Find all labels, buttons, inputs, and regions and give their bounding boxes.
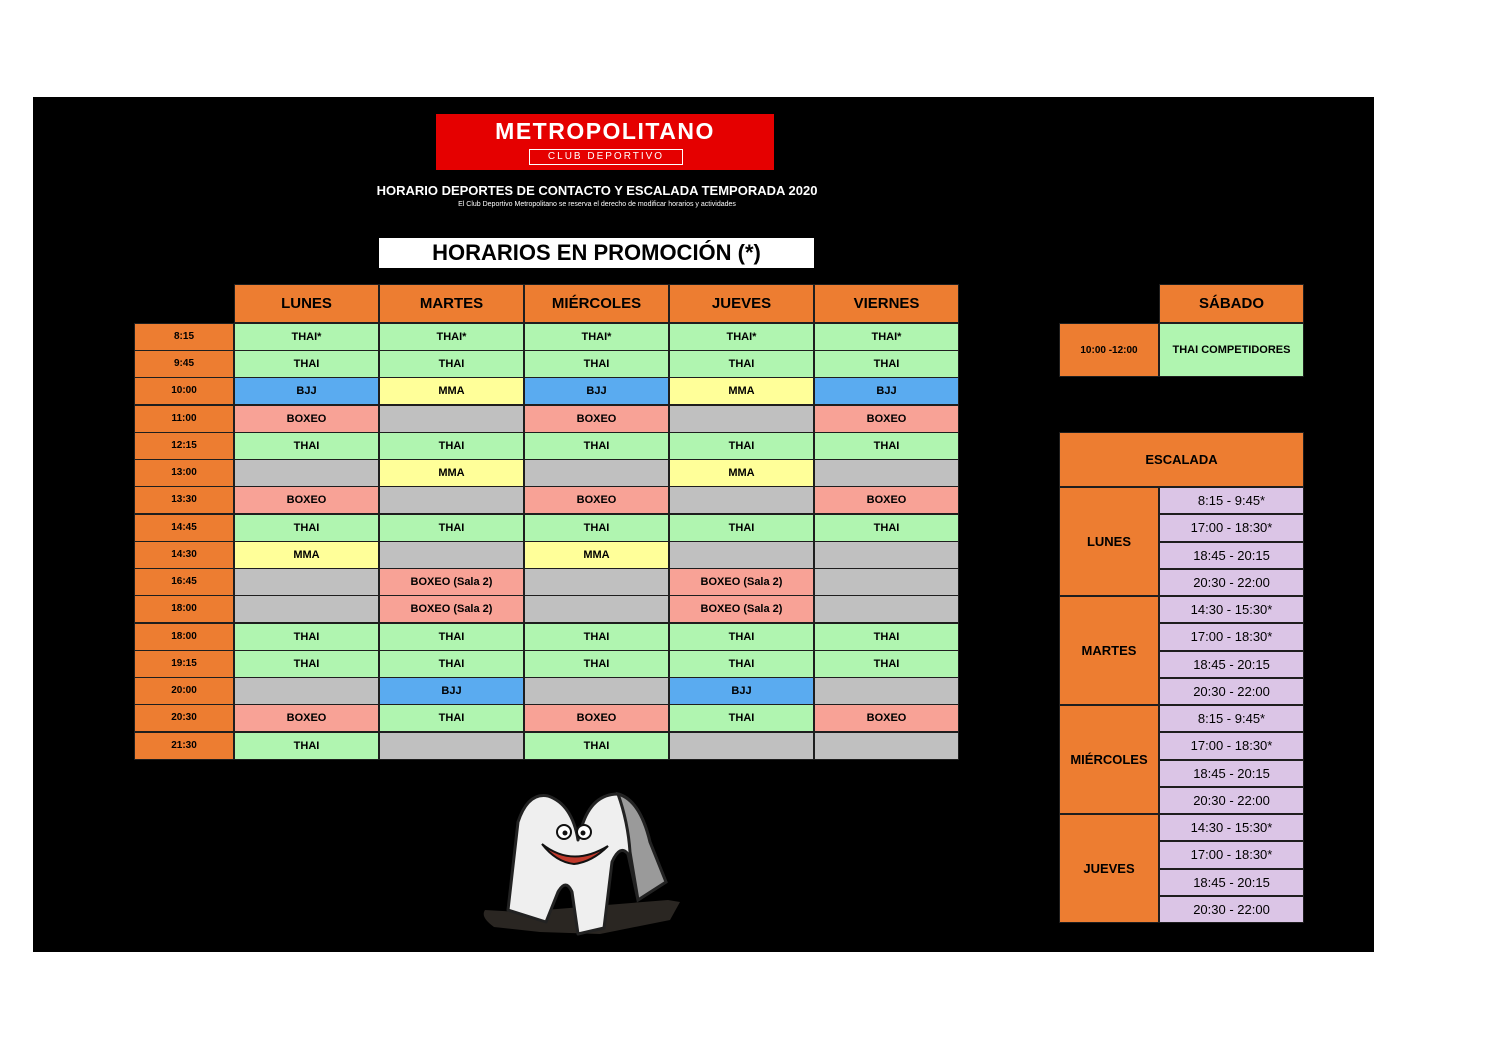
escalada-slot: 20:30 - 22:00 [1159, 787, 1304, 814]
class-cell [234, 677, 379, 705]
class-cell: BOXEO (Sala 2) [669, 595, 814, 623]
time-cell: 21:30 [134, 732, 234, 760]
class-cell: THAI [379, 704, 524, 732]
class-cell: THAI* [234, 323, 379, 351]
class-cell [524, 459, 669, 487]
escalada-day: LUNES [1059, 487, 1159, 596]
club-logo [436, 114, 774, 170]
time-cell: 9:45 [134, 350, 234, 378]
class-cell: THAI* [379, 323, 524, 351]
class-cell: THAI [669, 514, 814, 542]
time-cell: 13:00 [134, 459, 234, 487]
class-cell: MMA [379, 459, 524, 487]
class-cell: THAI [524, 432, 669, 460]
escalada-slot: 18:45 - 20:15 [1159, 651, 1304, 678]
escalada-slot: 20:30 - 22:00 [1159, 678, 1304, 705]
day-header: MIÉRCOLES [524, 284, 669, 323]
class-cell: THAI [234, 650, 379, 678]
class-cell: BOXEO [234, 486, 379, 514]
class-cell [669, 405, 814, 433]
class-cell: THAI* [669, 323, 814, 351]
class-cell: THAI [524, 650, 669, 678]
class-cell: THAI [814, 623, 959, 651]
mascot-image [480, 782, 690, 937]
class-cell: THAI [669, 650, 814, 678]
escalada-slot: 20:30 - 22:00 [1159, 896, 1304, 923]
class-cell: THAI [524, 732, 669, 760]
class-cell: THAI [234, 623, 379, 651]
class-cell: THAI [669, 350, 814, 378]
class-cell: THAI [379, 650, 524, 678]
day-header: LUNES [234, 284, 379, 323]
class-cell: BOXEO (Sala 2) [379, 595, 524, 623]
class-cell [379, 732, 524, 760]
class-cell: THAI [669, 704, 814, 732]
class-cell [524, 677, 669, 705]
class-cell: MMA [379, 377, 524, 405]
time-cell: 16:45 [134, 568, 234, 596]
escalada-slot: 17:00 - 18:30* [1159, 514, 1304, 541]
class-cell [814, 732, 959, 760]
class-cell [234, 459, 379, 487]
time-cell: 18:00 [134, 623, 234, 651]
escalada-slot: 17:00 - 18:30* [1159, 623, 1304, 650]
time-cell: 10:00 [134, 377, 234, 405]
time-cell: 14:30 [134, 541, 234, 569]
class-cell: THAI [524, 350, 669, 378]
escalada-slot: 20:30 - 22:00 [1159, 569, 1304, 596]
day-header: MARTES [379, 284, 524, 323]
time-cell: 20:30 [134, 704, 234, 732]
class-cell: BOXEO [814, 405, 959, 433]
class-cell: BJJ [814, 377, 959, 405]
saturday-header: SÁBADO [1159, 284, 1304, 323]
class-cell: BJJ [524, 377, 669, 405]
time-cell: 13:30 [134, 486, 234, 514]
class-cell [814, 541, 959, 569]
class-cell: THAI [379, 350, 524, 378]
class-cell: THAI [814, 650, 959, 678]
class-cell: THAI [234, 432, 379, 460]
promo-banner: HORARIOS EN PROMOCIÓN (*) [379, 238, 814, 268]
escalada-slot: 17:00 - 18:30* [1159, 732, 1304, 759]
logo-subtitle: CLUB DEPORTIVO [529, 149, 683, 165]
class-cell: BOXEO [524, 405, 669, 433]
class-cell: THAI* [814, 323, 959, 351]
time-cell: 11:00 [134, 405, 234, 433]
logo-brand: METROPOLITANO [495, 118, 715, 144]
escalada-slot: 14:30 - 15:30* [1159, 814, 1304, 841]
class-cell [379, 541, 524, 569]
class-cell: MMA [524, 541, 669, 569]
class-cell [814, 595, 959, 623]
class-cell [669, 732, 814, 760]
smiling-m-mascot-icon [480, 782, 690, 937]
saturday-activity: THAI COMPETIDORES [1159, 323, 1304, 377]
class-cell: THAI [234, 350, 379, 378]
time-cell: 18:00 [134, 595, 234, 623]
class-cell: BJJ [379, 677, 524, 705]
escalada-slot: 17:00 - 18:30* [1159, 841, 1304, 868]
class-cell: MMA [669, 377, 814, 405]
escalada-slot: 18:45 - 20:15 [1159, 760, 1304, 787]
class-cell: THAI* [524, 323, 669, 351]
class-cell: THAI [379, 623, 524, 651]
class-cell [814, 568, 959, 596]
class-cell [379, 405, 524, 433]
time-cell: 14:45 [134, 514, 234, 542]
class-cell [814, 459, 959, 487]
class-cell: MMA [234, 541, 379, 569]
class-cell: BOXEO (Sala 2) [669, 568, 814, 596]
class-cell: BOXEO (Sala 2) [379, 568, 524, 596]
class-cell [669, 486, 814, 514]
class-cell: THAI [379, 432, 524, 460]
saturday-time: 10:00 -12:00 [1059, 323, 1159, 377]
escalada-slot: 8:15 - 9:45* [1159, 487, 1304, 514]
class-cell: THAI [234, 732, 379, 760]
class-cell: BOXEO [814, 486, 959, 514]
day-header: VIERNES [814, 284, 959, 323]
class-cell: BOXEO [234, 704, 379, 732]
class-cell [379, 486, 524, 514]
class-cell: THAI [669, 432, 814, 460]
class-cell [524, 568, 669, 596]
class-cell: MMA [669, 459, 814, 487]
time-cell: 12:15 [134, 432, 234, 460]
disclaimer-text: El Club Deportivo Metropolitano se reserva el derecho de modificar horarios y actividades [458, 201, 736, 208]
escalada-day: MARTES [1059, 596, 1159, 705]
class-cell [669, 541, 814, 569]
escalada-day: MIÉRCOLES [1059, 705, 1159, 814]
escalada-slot: 14:30 - 15:30* [1159, 596, 1304, 623]
time-cell: 8:15 [134, 323, 234, 351]
class-cell: THAI [524, 514, 669, 542]
class-cell: THAI [669, 623, 814, 651]
escalada-slot: 8:15 - 9:45* [1159, 705, 1304, 732]
time-cell: 20:00 [134, 677, 234, 705]
class-cell: THAI [814, 514, 959, 542]
page-title: HORARIO DEPORTES DE CONTACTO Y ESCALADA TEMPORADA 2020 [376, 183, 818, 198]
class-cell: BOXEO [524, 704, 669, 732]
class-cell: BOXEO [814, 704, 959, 732]
escalada-slot: 18:45 - 20:15 [1159, 542, 1304, 569]
class-cell: BJJ [669, 677, 814, 705]
escalada-header: ESCALADA [1059, 432, 1304, 487]
escalada-day: JUEVES [1059, 814, 1159, 923]
class-cell: THAI [814, 432, 959, 460]
day-header: JUEVES [669, 284, 814, 323]
class-cell: THAI [234, 514, 379, 542]
escalada-slot: 18:45 - 20:15 [1159, 869, 1304, 896]
class-cell: BOXEO [234, 405, 379, 433]
class-cell [234, 568, 379, 596]
class-cell: BOXEO [524, 486, 669, 514]
class-cell: THAI [379, 514, 524, 542]
class-cell: THAI [814, 350, 959, 378]
class-cell [524, 595, 669, 623]
class-cell [814, 677, 959, 705]
class-cell [234, 595, 379, 623]
time-cell: 19:15 [134, 650, 234, 678]
class-cell: THAI [524, 623, 669, 651]
class-cell: BJJ [234, 377, 379, 405]
